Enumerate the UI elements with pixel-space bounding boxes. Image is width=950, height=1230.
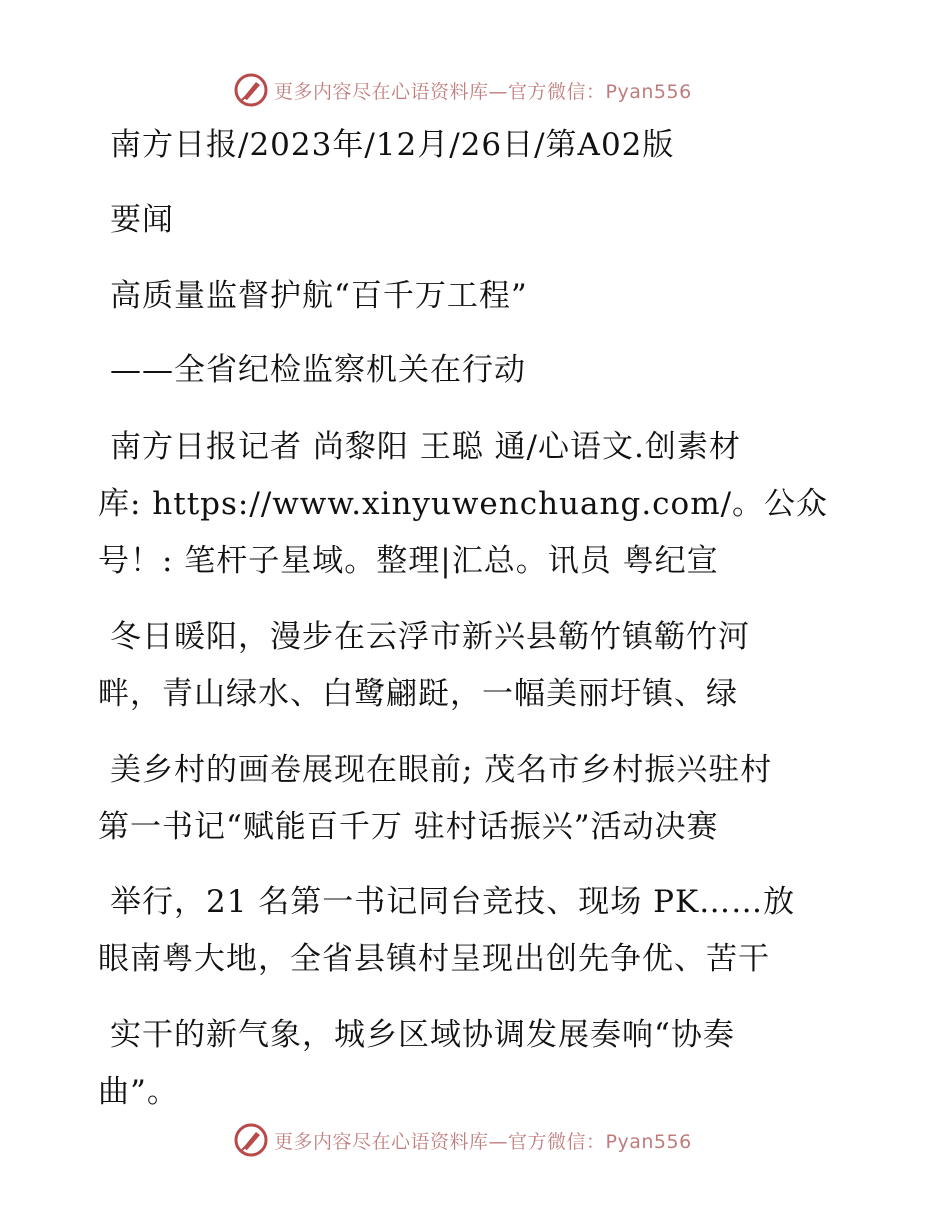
body-line-4: 第一书记“赋能百千万 驻村话振兴”活动决赛 [98,809,719,845]
body-line-7: 实干的新气象，城乡区域协调发展奏响“协奏 [110,1017,735,1053]
watermark-text: 更多内容尽在心语资料库—官方微信：Pyan556 [274,1130,692,1153]
body-line-3: 美乡村的画卷展现在眼前; 茂名市乡村振兴驻村 [110,752,773,788]
byline-line-3: 号！: 笔杆子星域。整理|汇总。讯员 粤纪宣 [98,543,719,579]
publication-line: 南方日报/2023年/12月/26日/第A02版 [110,127,675,163]
body-line-6: 眼南粤大地，全省县镇村呈现出创先争优、苦干 [98,941,770,977]
subheadline: ——全省纪检监察机关在行动 [110,352,526,388]
section-label: 要闻 [110,202,174,238]
header-watermark [234,72,692,108]
body-line-5: 举行，21 名第一书记同台竞技、现场 PK……放 [110,884,796,920]
body-line-1: 冬日暖阳，漫步在云浮市新兴县簕竹镇簕竹河 [110,619,750,655]
watermark-text: 更多内容尽在心语资料库—官方微信：Pyan556 [274,80,692,103]
body-line-2: 畔，青山绿水、白鹭翩跹，一幅美丽圩镇、绿 [98,676,738,712]
footer-watermark [234,1122,692,1158]
body-line-8: 曲”。 [98,1074,179,1110]
quill-seal-icon [234,73,268,107]
quill-seal-icon [234,1123,268,1157]
byline-line-2: 库: https://www.xinyuwenchuang.com/。公众 [98,486,829,522]
headline: 高质量监督护航“百千万工程” [110,278,528,314]
byline-line-1: 南方日报记者 尚黎阳 王聪 通/心语文.创素材 [110,429,741,465]
